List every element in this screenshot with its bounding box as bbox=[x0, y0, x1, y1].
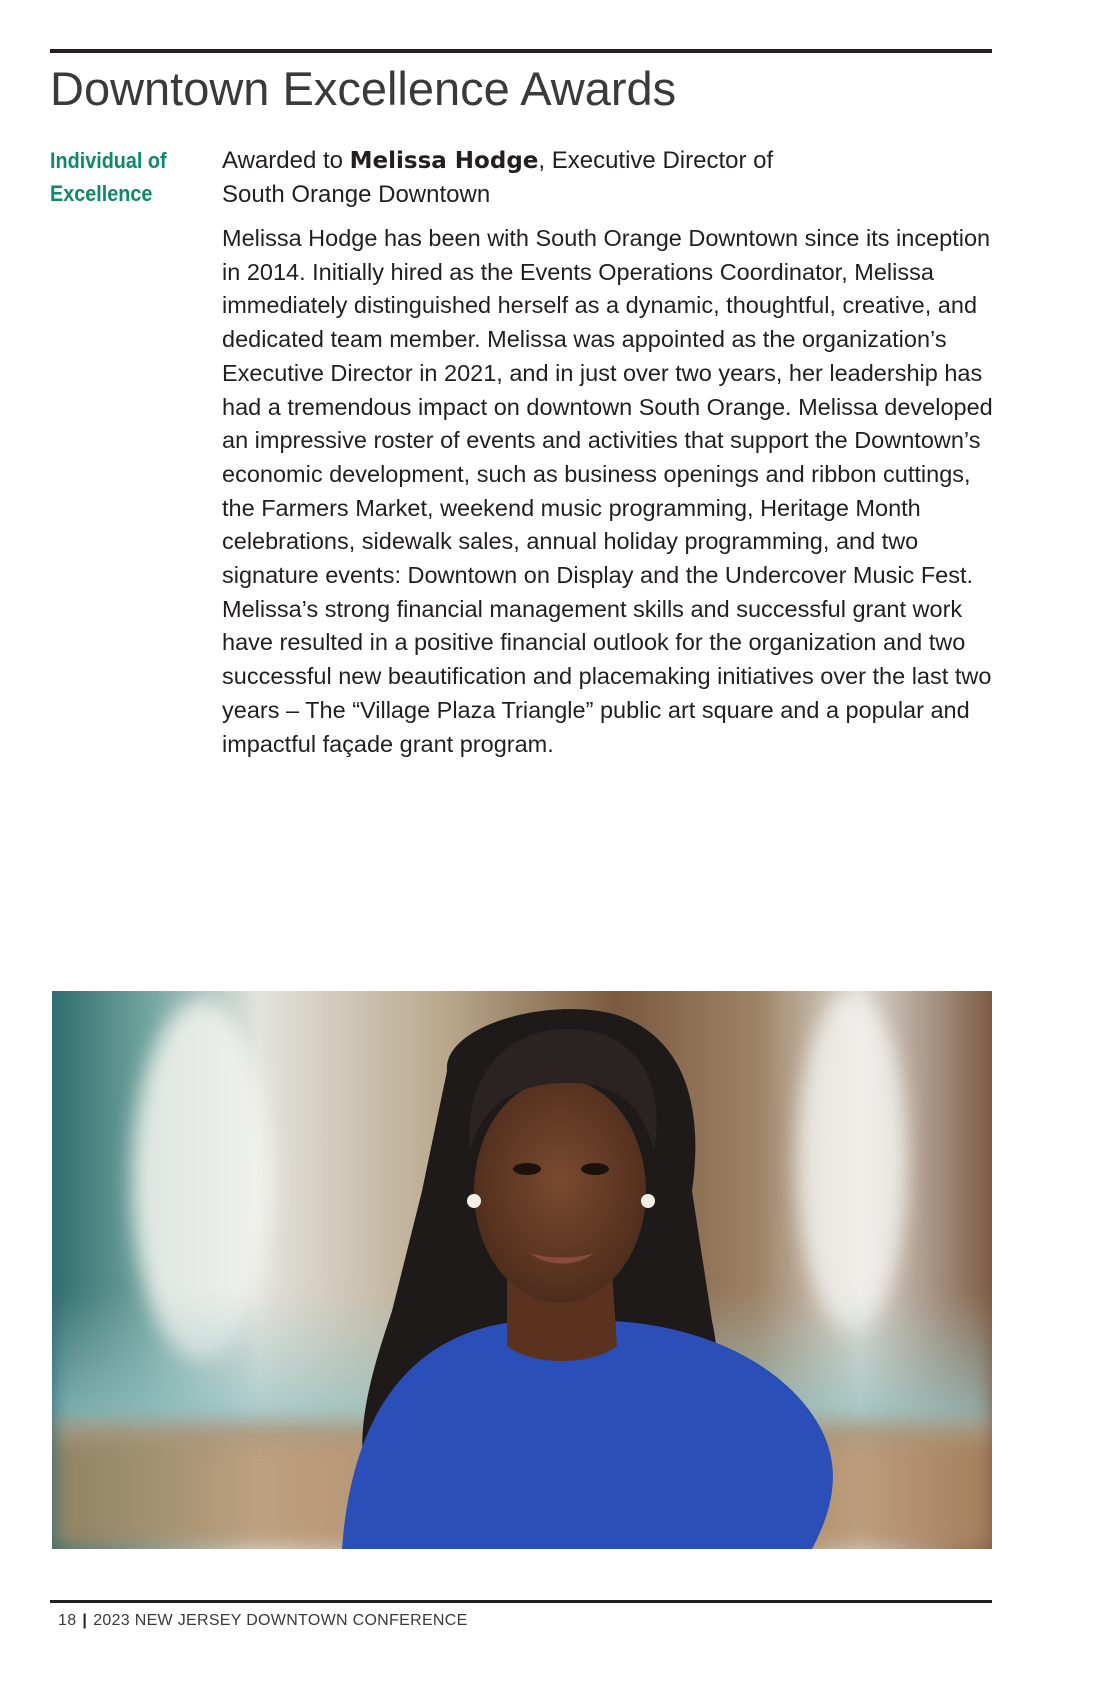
award-description: Melissa Hodge has been with South Orange Downtown since its inception in 2014. Initially hired as the Events Operations Coordinator, Melissa immediately distinguished herself as a dynamic, thoughtful, creative, and dedicated team member. Melissa was appointed as the organization’s Executive Director in 2021, and in just over two years, her leadership has had a tremendous impact on downtown South Orange. Melissa developed an impressive roster of events and activities that support the Downtown’s economic development, such as business openings and ribbon cuttings, the Farmers Market, weekend music programming, Heritage Month celebrations, sidewalk sales, annual holiday programming, and two signature events: Downtown on Display and the Undercover Music Fest. Melissa’s strong financial management skills and successful grant work have resulted in a positive financial outlook for the organization and two successful new beautification and placemaking initiatives over the last two years – The “Village Plaza Triangle” public art square and a popular and impactful façade grant program. bbox=[222, 225, 993, 757]
awardee-name: Melissa Hodge bbox=[349, 148, 539, 174]
page-title: Downtown Excellence Awards bbox=[50, 62, 677, 115]
award-category bbox=[50, 144, 185, 210]
eye-right bbox=[581, 1163, 609, 1175]
eye-left bbox=[513, 1163, 541, 1175]
earring-left bbox=[467, 1194, 481, 1208]
awardee-photo bbox=[52, 991, 992, 1549]
award-category-line2: Excellence bbox=[50, 181, 153, 206]
awardee-role-line1: , Executive Director of bbox=[538, 147, 774, 174]
page-number: 18 bbox=[58, 1612, 77, 1629]
top-rule bbox=[50, 49, 992, 53]
page-footer bbox=[58, 1612, 468, 1630]
earring-right bbox=[641, 1194, 655, 1208]
awarded-to bbox=[222, 144, 992, 211]
awarded-prefix: Awarded to bbox=[222, 147, 350, 174]
footer-separator: | bbox=[82, 1612, 88, 1629]
award-category-line1: Individual of bbox=[50, 148, 167, 173]
bottom-rule bbox=[50, 1600, 992, 1603]
awardee-role-line2: South Orange Downtown bbox=[222, 181, 491, 208]
fountain-spray-right bbox=[797, 991, 907, 1331]
publication-name: 2023 NEW JERSEY DOWNTOWN CONFERENCE bbox=[93, 1612, 468, 1629]
face bbox=[474, 1079, 646, 1303]
